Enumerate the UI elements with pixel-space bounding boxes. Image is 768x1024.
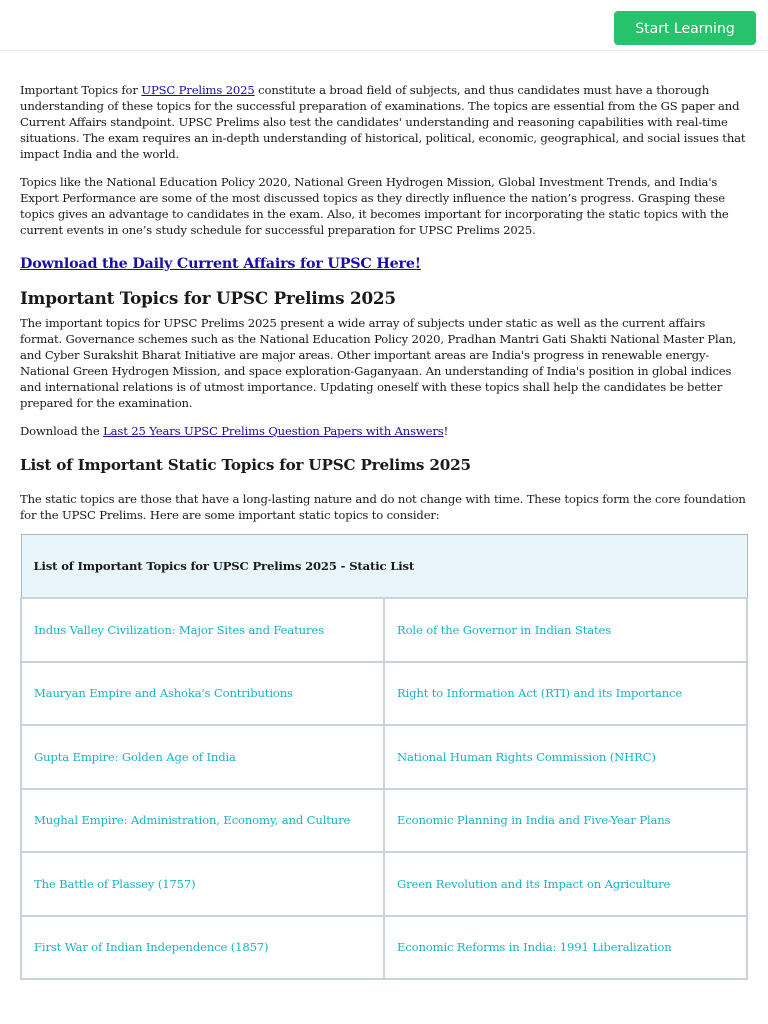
table-row	[21, 662, 747, 726]
table-header-cell: List of Important Topics for UPSC Prelims 2025 - Static List	[21, 535, 747, 599]
topic-link[interactable]: Right to Information Act (RTI) and its Importance	[397, 686, 683, 701]
question-papers-paragraph: Download the Last 25 Years UPSC Prelims Question Papers with Answers!	[20, 424, 449, 438]
topic-link[interactable]: Green Revolution and its Impact on Agriculture	[397, 876, 671, 891]
table-row	[21, 598, 747, 662]
static-topics-paragraph: The static topics are those that have a long-lasting nature and do not change with time. These topics form the core foundation for the UPSC Prelims. Here are some important static topics to consider:	[20, 492, 746, 522]
intro-paragraph-1: Important Topics for UPSC Prelims 2025 constitute a broad field of subjects, and thus candidates must have a thorough understanding of these topics for the successful preparation of examinations. The topics are essential from the GS paper and Current Affairs standpoint. UPSC Prelims also test the candidates' understanding and reasoning capabilities with real-time situations. The exam requires an in-depth understanding of historical, political, economic, geographical, and social issues that impact India and the world.	[20, 83, 746, 161]
static-topics-table	[20, 534, 748, 980]
table-cell	[21, 725, 384, 789]
top-bar	[0, 0, 768, 51]
table-cell	[21, 852, 384, 916]
topic-link[interactable]: Gupta Empire: Golden Age of India	[34, 749, 236, 764]
article-content	[20, 82, 748, 980]
intro-paragraph-2: Topics like the National Education Policy 2020, National Green Hydrogen Mission, Global Investment Trends, and India's Export Performance are some of the most discussed topics as they directly influence the nation’s progress. Grasping these topics gives an advantage to candidates in the exam. Also, it becomes important for incorporating the static topics with the current events in one’s study schedule for successful preparation for UPSC Prelims 2025.	[20, 175, 729, 237]
table-cell	[384, 662, 747, 726]
table-cell	[21, 916, 384, 980]
topic-link[interactable]: Role of the Governor in Indian States	[397, 622, 611, 637]
topic-link[interactable]: Mauryan Empire and Ashoka's Contributions	[34, 686, 293, 701]
daily-current-affairs-link[interactable]: Download the Daily Current Affairs for UPSC Here!	[20, 256, 421, 272]
topic-link[interactable]: Economic Reforms in India: 1991 Liberalization	[397, 940, 672, 955]
section1-paragraph: The important topics for UPSC Prelims 2025 present a wide array of subjects under static as well as the current affairs format. Governance schemes such as the National Education Policy 2020, Pradhan Mantri Gati Shakti National Master Plan, and Cyber Surakshit Bharat Initiative are major areas. Other important areas are India's progress in renewable energy-National Green Hydrogen Mission, and space exploration-Gaganyaan. An understanding of India's position in global indices and international relations is of utmost importance. Updating oneself with these topics shall help the candidates be better prepared for the examination.	[20, 316, 737, 410]
table-row	[21, 789, 747, 853]
upsc-prelims-2025-link[interactable]: UPSC Prelims 2025	[141, 83, 255, 97]
table-cell	[384, 789, 747, 853]
table-cell	[21, 789, 384, 853]
table-header-row	[21, 535, 747, 599]
section-heading-important-topics: Important Topics for UPSC Prelims 2025	[20, 288, 396, 308]
section-heading-static-topics: List of Important Static Topics for UPSC Prelims 2025	[20, 456, 471, 474]
topic-link[interactable]: Mughal Empire: Administration, Economy, and Culture	[34, 813, 351, 828]
topic-link[interactable]: Economic Planning in India and Five-Year Plans	[397, 813, 671, 828]
table-cell	[384, 598, 747, 662]
table-cell	[384, 852, 747, 916]
table-row	[21, 852, 747, 916]
topic-link[interactable]: The Battle of Plassey (1757)	[34, 876, 196, 891]
topic-link[interactable]: National Human Rights Commission (NHRC)	[397, 749, 656, 764]
table-row	[21, 725, 747, 789]
table-cell	[21, 662, 384, 726]
table-cell	[384, 725, 747, 789]
topic-link[interactable]: First War of Indian Independence (1857)	[34, 940, 269, 955]
table-row	[21, 916, 747, 980]
topic-link[interactable]: Indus Valley Civilization: Major Sites and Features	[34, 622, 324, 637]
start-learning-button[interactable]: Start Learning	[614, 11, 756, 45]
table-cell	[384, 916, 747, 980]
table-cell	[21, 598, 384, 662]
question-papers-link[interactable]: Last 25 Years UPSC Prelims Question Papers with Answers	[103, 424, 444, 438]
